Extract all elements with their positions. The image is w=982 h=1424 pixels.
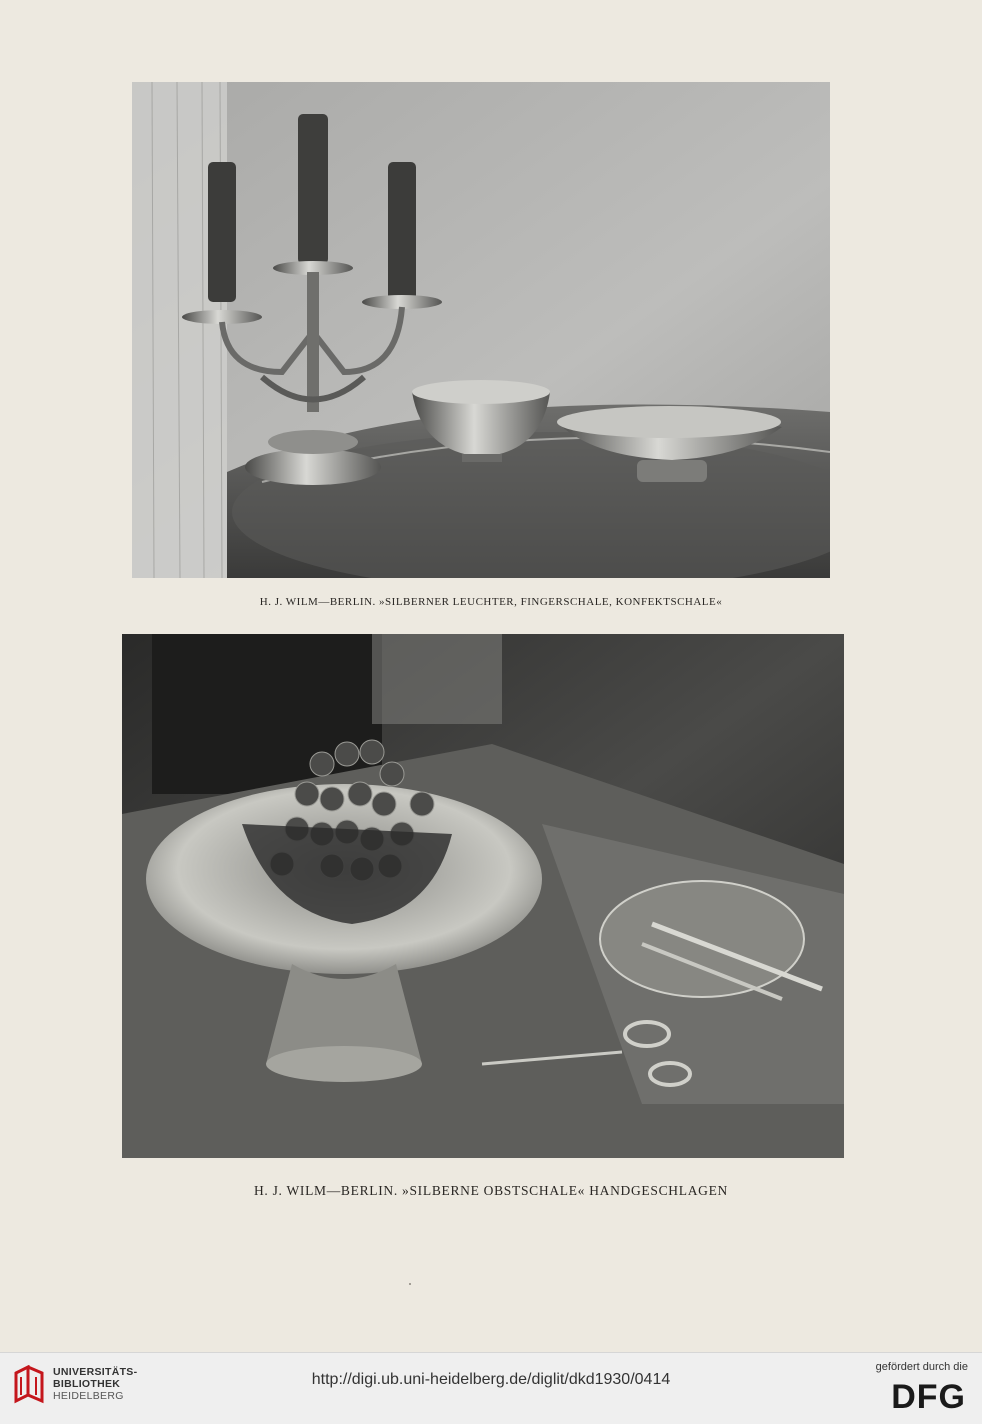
caption-bottom: H. J. WILM—BERLIN. »SILBERNE OBSTSCHALE« HANDGESCHLAGEN: [253, 1183, 728, 1198]
funding-note: gefördert durch die: [875, 1361, 968, 1373]
viewer-footer: [0, 1352, 982, 1424]
library-name-line2: BIBLIOTHEK: [53, 1378, 121, 1390]
page-speck: [409, 1283, 411, 1285]
library-name-line3: HEIDELBERG: [53, 1390, 124, 1402]
dfg-logo[interactable]: DFG: [891, 1378, 966, 1416]
photo-candelabrum-bowls: [132, 82, 830, 578]
permalink-url[interactable]: http://digi.ub.uni-heidelberg.de/diglit/dkd1930/0414: [311, 1371, 671, 1388]
photo-fruit-bowl: [122, 634, 844, 1158]
caption-top: H. J. WILM—BERLIN. »SILBERNER LEUCHTER, FINGERSCHALE, KONFEKTSCHALE«: [259, 596, 723, 608]
library-name-line1: UNIVERSITÄTS-: [53, 1366, 138, 1378]
